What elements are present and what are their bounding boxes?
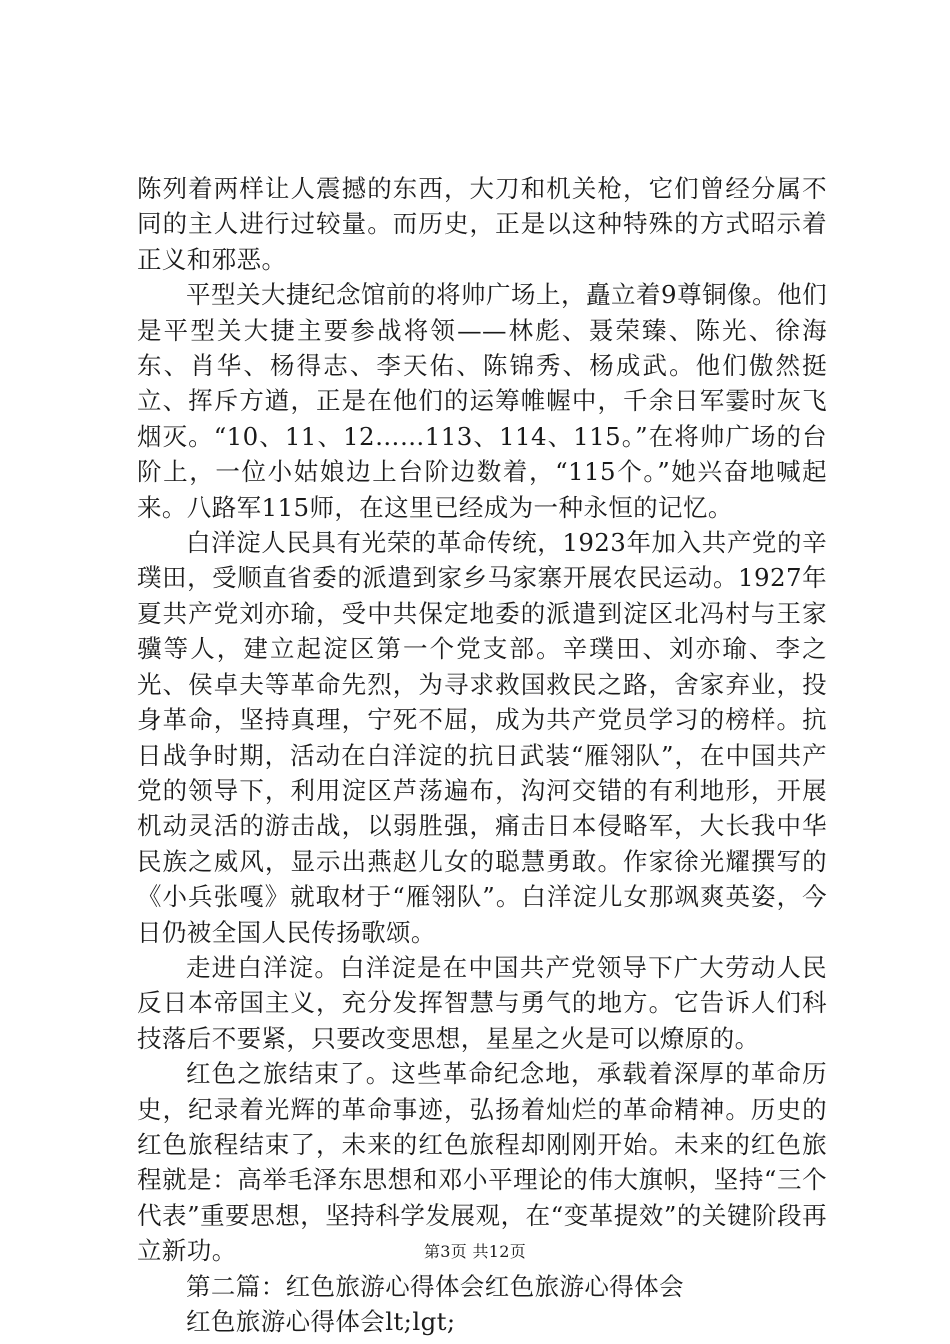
paragraph-pingxingguan: 平型关大捷纪念馆前的将帅广场上，矗立着9尊铜像。他们是平型关大捷主要参战将领——林彪、聂荣臻、陈光、徐海东、肖华、杨得志、李天佑、陈锦秀、杨成武。他们傲然挺立、挥斥方遒，正是在他们的运筹帷幄中，千余日军霎时灰飞烟灭。“10、11、12……113、114、115。”在将帅广场的台阶上，一位小姑娘边上台阶边数着，“115个。”她兴奋地喊起来。八路军115师，在这里已经成为一种永恒的记忆。 — [137, 280, 827, 522]
section-heading-part-two: 第二篇：红色旅游心得体会红色旅游心得体会 — [186, 1271, 684, 1301]
section-subtitle: 红色旅游心得体会lt;lgt; — [186, 1307, 456, 1336]
paragraph-baiyangdian-history: 白洋淀人民具有光荣的革命传统，1923年加入共产党的辛璞田，受顺直省委的派遣到家乡马家寨开展农民运动。1927年夏共产党刘亦瑜，受中共保定地委的派遣到淀区北冯村与王家骥等人，建立起淀区第一个党支部。辛璞田、刘亦瑜、李之光、侯卓夫等革命先烈，为寻求救国救民之路，舍家弃业，投身革命，坚持真理，宁死不屈，成为共产党员学习的榜样。抗日战争时期，活动在白洋淀的抗日武装“雁翎队”，在中国共产党的领导下，利用淀区芦荡遍布，沟河交错的有利地形，开展机动灵活的游击战，以弱胜强，痛击日本侵略军，大长我中华民族之威风，显示出燕赵儿女的聪慧勇敢。作家徐光耀撰写的《小兵张嘎》就取材于“雁翎队”。白洋淀儿女那飒爽英姿，今日仍被全国人民传扬歌颂。 — [137, 528, 827, 947]
paragraph-enter-baiyangdian: 走进白洋淀。白洋淀是在中国共产党领导下广大劳动人民反日本帝国主义，充分发挥智慧与勇气的地方。它告诉人们科技落后不要紧，只要改变思想，星星之火是可以燎原的。 — [137, 952, 827, 1053]
paragraph-continued: 陈列着两样让人震撼的东西，大刀和机关枪，它们曾经分属不同的主人进行过较量。而历史，正是以这种特殊的方式昭示着正义和邪恶。 — [137, 174, 827, 274]
paragraph-red-journey-end: 红色之旅结束了。这些革命纪念地，承载着深厚的革命历史，纪录着光辉的革命事迹，弘扬着灿烂的革命精神。历史的红色旅程结束了，未来的红色旅程却刚刚开始。未来的红色旅程就是：高举毛泽东思想和邓小平理论的伟大旗帜，坚持“三个代表”重要思想，坚持科学发展观，在“变革提效”的关键阶段再立新功。 — [137, 1059, 827, 1266]
page-number-footer: 第3页 共12页 — [423, 1242, 527, 1261]
document-body — [137, 171, 827, 1339]
